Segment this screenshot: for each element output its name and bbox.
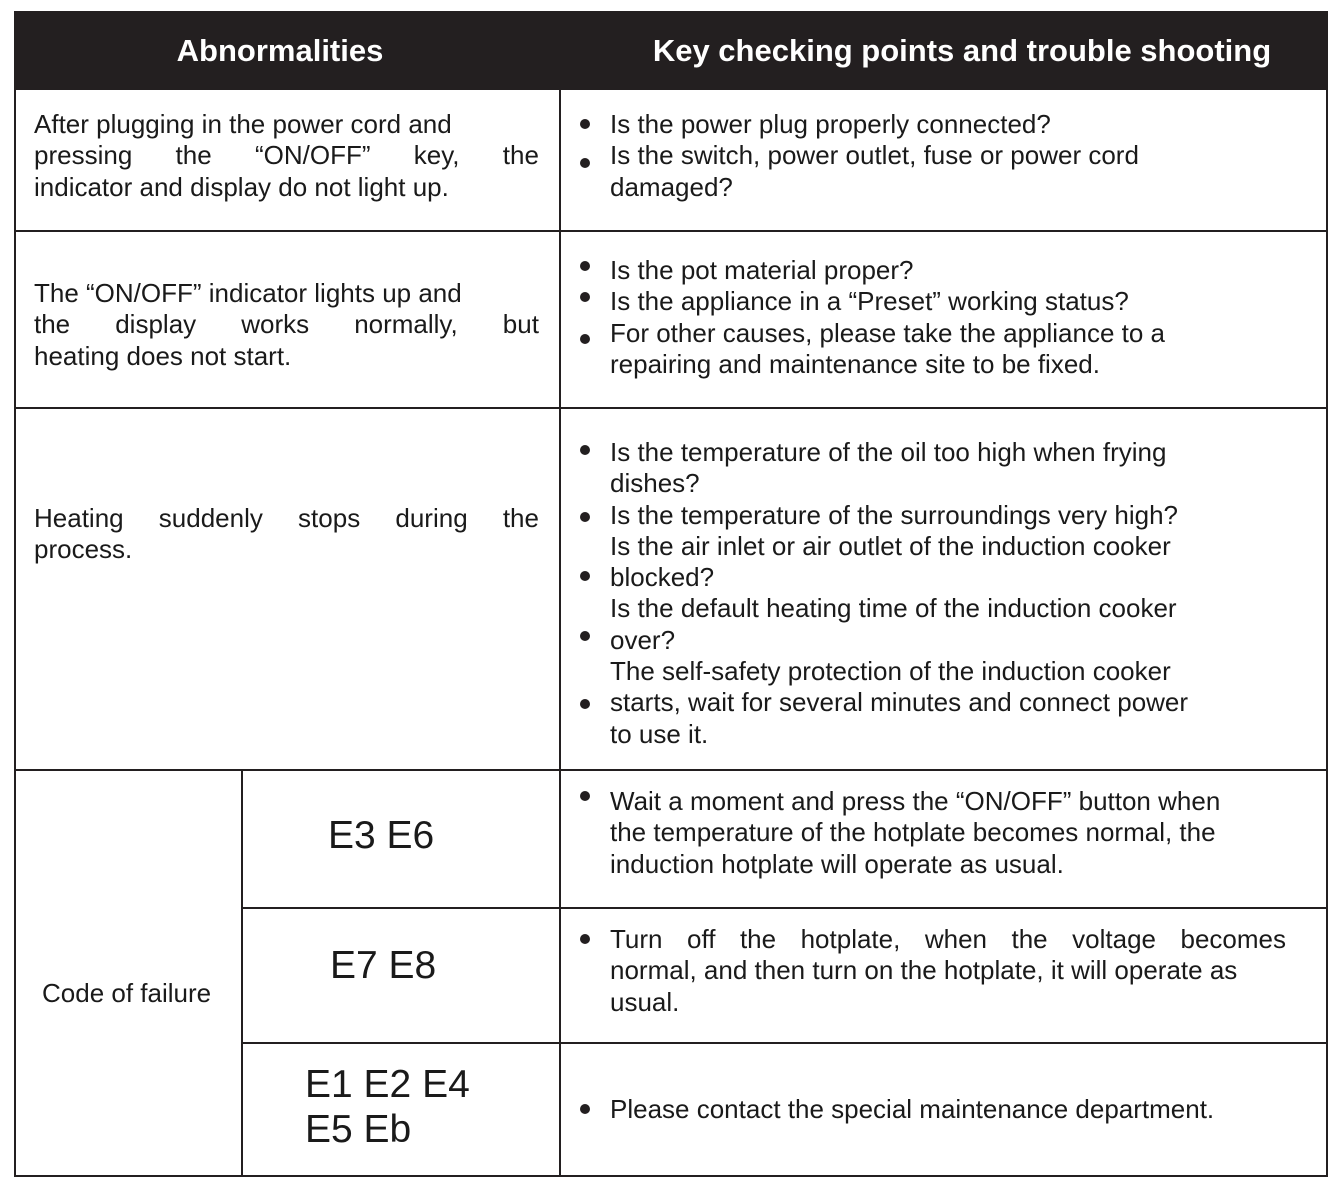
code-column-divider [241,770,243,1177]
checks-e7-e8 [610,924,1286,1018]
check-item: Is the air inlet or air outlet of the induction cooker [610,531,1188,562]
abnormality-heating-stops [34,503,539,566]
bullet-icon [580,261,590,271]
bullet-icon [580,791,590,801]
check-item: Is the switch, power outlet, fuse or power cord [610,140,1139,171]
check-item: Wait a moment and press the “ON/OFF” button when [610,786,1220,817]
check-item-continued: the temperature of the hotplate becomes normal, the [610,817,1216,848]
check-item: For other causes, please take the appliance to a [610,318,1165,349]
checks-other-codes [610,1094,1214,1125]
checks-e3-e6 [610,786,1220,880]
bullet-icon [580,512,590,522]
row-divider [241,907,1328,909]
word: the [739,924,777,954]
word: the [1011,924,1048,954]
word: suddenly [158,503,263,533]
bullet-icon [580,119,590,129]
check-item-continued: to use it. [610,718,709,749]
checks-no-power [610,109,1139,203]
word: becomes [1180,924,1286,954]
check-item: Please contact the special maintenance department. [610,1094,1214,1125]
check-item [610,924,1286,955]
word: “ON/OFF” [254,140,371,171]
check-item-continued: normal, and then turn on the hotplate, it will operate as [610,955,1238,986]
failure-code-e7-e8: E7 E8 [330,944,437,987]
check-item: Is the temperature of the oil too high when frying [610,437,1188,468]
abnormality-line: After plugging in the power cord and [34,109,452,139]
word: hotplate, [800,924,901,954]
header-abnormalities: Abnormalities [176,33,384,68]
abnormality-line [34,309,539,340]
word: but [502,309,539,340]
word: stops [298,503,361,533]
failure-code-e5-eb: E5 Eb [305,1108,412,1151]
failure-code-e3-e6: E3 E6 [328,814,435,857]
check-item: Is the pot material proper? [610,255,1165,286]
word: Heating [34,503,124,533]
check-item-continued: dishes? [610,468,700,499]
word: when [924,924,987,954]
check-item: Is the power plug properly connected? [610,109,1139,140]
word: normally, [354,309,458,340]
word: off [687,924,716,954]
check-item: Is the temperature of the surroundings very high? [610,500,1188,531]
word: display [115,309,197,340]
bullet-icon [580,934,590,944]
word: voltage [1072,924,1156,954]
column-divider [559,90,561,1177]
bullet-icon [580,334,590,344]
check-item-continued: over? [610,624,676,655]
check-item-continued: damaged? [610,171,733,202]
abnormality-no-power [34,109,539,203]
word: the [175,140,212,171]
row-divider [14,407,1328,409]
check-item-continued: usual. [610,986,680,1017]
row-divider [14,769,1328,771]
abnormality-line: heating does not start. [34,340,292,371]
row-divider [241,1042,1328,1044]
abnormality-line [34,503,539,534]
bullet-icon [580,445,590,455]
word: the [502,503,539,533]
row-divider [14,230,1328,232]
word: the [34,309,71,340]
check-item: The self-safety protection of the induction cooker [610,656,1188,687]
bullet-icon [580,571,590,581]
header-key-checking-points: Key checking points and trouble shooting [652,33,1272,68]
word: the [502,140,539,171]
check-item: Is the default heating time of the induction cooker [610,593,1188,624]
failure-code-e1-e2-e4: E1 E2 E4 [305,1063,470,1106]
abnormality-no-heating [34,278,539,372]
check-item-continued: induction hotplate will operate as usual. [610,848,1064,879]
check-item-continued: starts, wait for several minutes and connect power [610,687,1189,718]
abnormality-line [34,140,539,171]
word: during [395,503,468,533]
abnormality-line: indicator and display do not light up. [34,171,449,202]
word: pressing [34,140,133,171]
abnormality-line: The “ON/OFF” indicator lights up and [34,278,462,308]
bullet-icon [580,1104,590,1114]
word: key, [413,140,460,171]
checks-heating-stops [610,437,1188,750]
check-item: Is the appliance in a “Preset” working status? [610,286,1165,317]
code-of-failure-label: Code of failure [42,978,212,1008]
word: works [241,309,310,340]
abnormality-line: process. [34,534,133,565]
check-item-continued: repairing and maintenance site to be fixed. [610,348,1100,379]
word: Turn [610,924,663,954]
checks-no-heating [610,255,1165,380]
check-item-continued: blocked? [610,562,715,593]
table-header [14,11,1328,90]
